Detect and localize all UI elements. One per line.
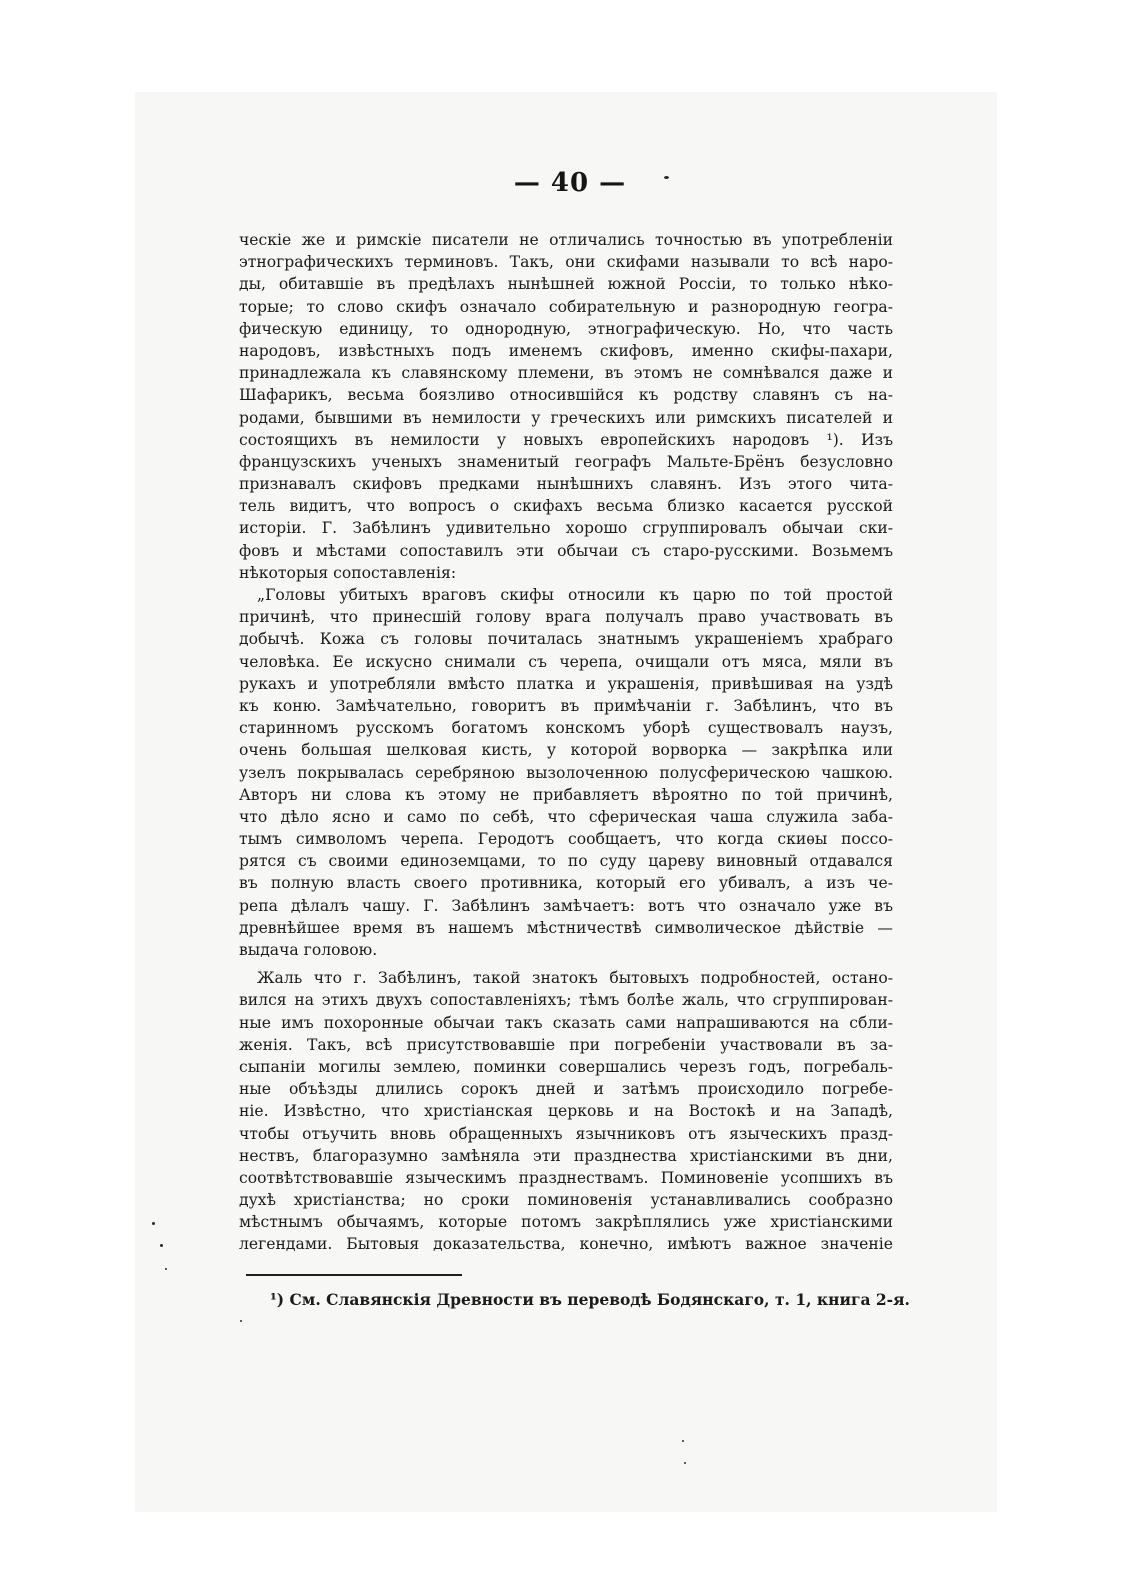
text-line: этнографическихъ терминовъ. Такъ, они скифами называли то всѣ наро- [239, 253, 893, 272]
text-line: рукахъ и употребляли вмѣсто платка и украшенія, привѣшивая на уздѣ [239, 674, 893, 693]
text-line: принадлежала къ славянскому племени, въ этомъ не сомнѣвался даже и [239, 364, 893, 383]
text-line: что дѣло ясно и само по себѣ, что сферическая чаша служила заба- [239, 807, 893, 826]
text-line: Шафарикъ, весьма боязливо относившійся къ родству славянъ съ на- [239, 386, 893, 405]
text-line: очень большая шелковая кисть, у которой ворворка — закрѣпка или [239, 741, 893, 760]
text-line: добычѣ. Кожа съ головы почиталась знатнымъ украшеніемъ храбраго [239, 630, 893, 649]
main-text [239, 229, 893, 1256]
text-line: легендами. Бытовыя доказательства, конечно, имѣютъ важное значеніе [239, 1235, 893, 1254]
text-line: ные имъ похоронные обычаи такъ сказать сами напрашиваются на сбли- [239, 1013, 893, 1032]
footnote-rule [246, 1274, 462, 1276]
text-line: ды, обитавшіе въ предѣлахъ нынѣшней южной Россіи, то только нѣко- [239, 275, 893, 294]
text-line: фическую единицу, то однородную, этнографическую. Но, что часть [239, 319, 893, 338]
text-line: соотвѣтствовавшіе языческимъ празднествамъ. Поминовеніе усопшихъ въ [239, 1168, 893, 1187]
text-line: старинномъ русскомъ богатомъ конскомъ уборѣ существовалъ наузъ, [239, 719, 893, 738]
scan-speck [684, 1462, 686, 1464]
footnote [270, 1290, 910, 1309]
text-line: родами, бывшими въ немилости у греческихъ или римскихъ писателей и [239, 408, 893, 427]
text-line: женія. Такъ, всѣ присутствовавшіе при погребеніи участвовали въ за- [239, 1035, 893, 1054]
scan-speck [165, 1268, 167, 1270]
text-line: ческіе же и римскіе писатели не отличались точностью въ употребленіи [239, 231, 893, 249]
text-line: мѣстнымъ обычаямъ, которые потомъ закрѣплялись уже христіанскими [239, 1213, 893, 1232]
text-line: къ коню. Замѣчательно, говоритъ въ примѣчаніи г. Забѣлинъ, что въ [239, 696, 893, 715]
paragraph-quote [239, 584, 893, 961]
text-line: Жаль что г. Забѣлинъ, такой знатокъ бытовыхъ подробностей, остано- [257, 969, 893, 988]
text-line: узелъ покрывалась серебряною вызолоченною полусферическою чашкою. [239, 763, 893, 782]
text-line: нѣкоторыя сопоставленія: [239, 563, 457, 582]
text-line: тель видитъ, что вопросъ о скифахъ весьма близко касается русской [239, 497, 893, 516]
text-line: ніе. Извѣстно, что христіанская церковь и на Востокѣ и на Западѣ, [239, 1102, 893, 1121]
text-line: состоящихъ въ немилости у новыхъ европейскихъ народовъ ¹). Изъ [239, 430, 893, 449]
text-line: чтобы отъучить вновь обращенныхъ язычниковъ отъ языческихъ празд- [239, 1124, 893, 1143]
text-line: духѣ христіанства; но сроки поминовенія устанавливались сообразно [239, 1191, 893, 1210]
text-line: „Головы убитыхъ враговъ скифы относили къ царю по той простой [257, 586, 893, 604]
text-line: въ полную власть своего противника, который его убивалъ, а изъ че- [239, 874, 893, 893]
text-line: сыпаніи могилы землею, поминки совершались черезъ годъ, погребаль- [239, 1057, 893, 1076]
text-line: выдача головою. [239, 941, 378, 959]
text-line: древнѣйшее время въ нашемъ мѣстничествѣ символическое дѣйствіе — [239, 918, 893, 937]
text-line: человѣка. Ее искусно снимали съ черепа, очищали отъ мяса, мяли въ [239, 652, 893, 671]
text-line: народовъ, извѣстныхъ подъ именемъ скифовъ, именно скифы-пахари, [239, 341, 893, 360]
text-line: вился на этихъ двухъ сопоставленіяхъ; тѣмъ болѣе жаль, что сгруппирован- [239, 991, 893, 1010]
text-line: исторіи. Г. Забѣлинъ удивительно хорошо сгруппировалъ обычаи ски- [239, 519, 893, 538]
scan-speck [152, 1222, 155, 1225]
paragraph-intro [239, 229, 893, 584]
text-line: торые; то слово скифъ означало собирательную и разнородную геогра- [239, 297, 893, 316]
text-line: рятся съ своими единоземцами, то по суду цареву виновный отдавался [239, 852, 893, 871]
text-line: причинѣ, что принесшій голову врага получалъ право участвовать въ [239, 608, 893, 627]
text-line: Авторъ ни слова къ этому не прибавляетъ вѣроятно по той причинѣ, [239, 785, 893, 804]
scan-speck [240, 1320, 242, 1322]
text-line: французскихъ ученыхъ знаменитый географъ Мальте-Брёнъ безусловно [239, 452, 893, 471]
footnote-text: См. Славянскія Древности въ переводѣ Бодянскаго, т. 1, книга 2-я. [289, 1290, 910, 1309]
text-line: признавалъ скифовъ предками нынѣшнихъ славянъ. Изъ этого чита- [239, 475, 893, 494]
footnote-marker: ¹) [270, 1290, 285, 1309]
scan-speck [160, 1244, 163, 1247]
paragraph-final [239, 967, 893, 1255]
text-line: фовъ и мѣстами сопоставилъ эти обычаи съ старо-русскими. Возьмемъ [239, 541, 893, 560]
page-number: — 40 — [513, 168, 627, 198]
text-line: репа дѣлалъ чашу. Г. Забѣлинъ замѣчаетъ: вотъ что означало уже въ [239, 896, 893, 915]
scan-speck [664, 176, 669, 179]
text-line: тымъ символомъ черепа. Геродотъ сообщаетъ, что когда скиѳы поссо- [239, 830, 893, 849]
scan-speck [682, 1440, 684, 1442]
text-line: нествъ, благоразумно замѣняла эти празднества христіанскими въ дни, [239, 1146, 893, 1165]
text-line: ные объѣзды длились сорокъ дней и затѣмъ происходило погребе- [239, 1080, 893, 1099]
